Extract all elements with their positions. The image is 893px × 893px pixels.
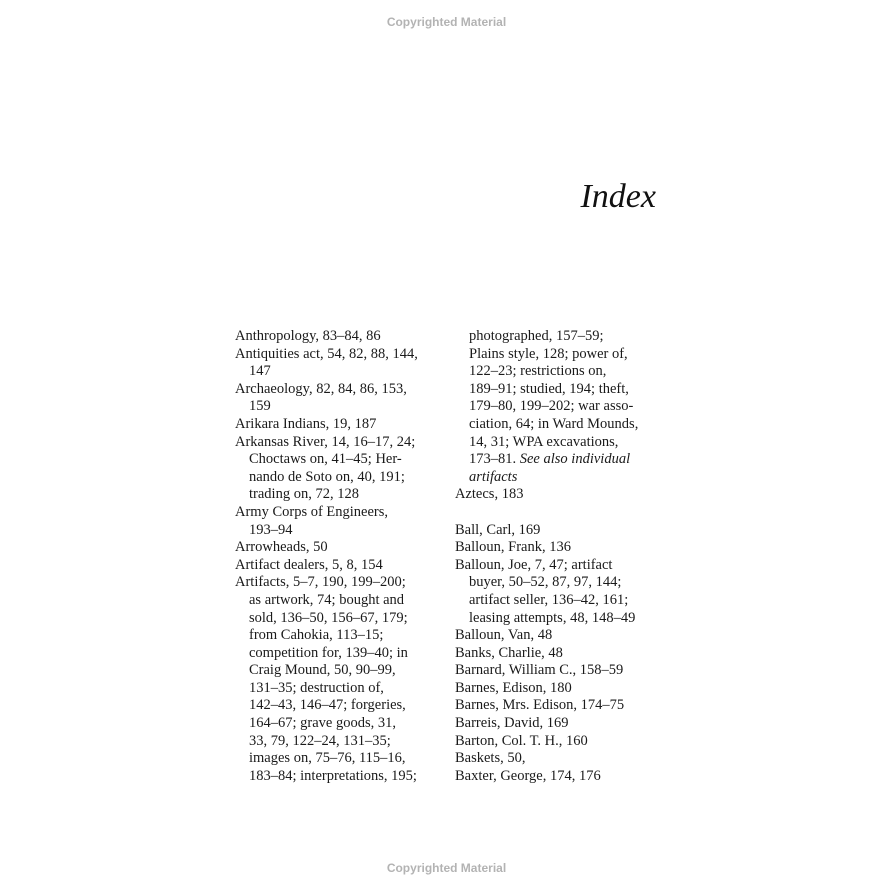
index-entry bbox=[455, 715, 670, 733]
index-entry-continuation-line: from Cahokia, 113–15; bbox=[249, 627, 384, 644]
index-entry bbox=[455, 662, 670, 680]
index-entry-heading: Artifacts, 5–7, 190, 199–200; bbox=[235, 574, 406, 591]
index-entry-continuation-line: 14, 31; WPA excavations, bbox=[469, 433, 619, 450]
index-entry bbox=[235, 328, 450, 346]
index-entry-heading: Barnes, Mrs. Edison, 174–75 bbox=[455, 697, 625, 714]
index-entry-continuation-line: images on, 75–76, 115–16, bbox=[249, 750, 406, 767]
index-entry-continuation-line: 147 bbox=[249, 363, 271, 380]
index-entry bbox=[455, 680, 670, 698]
index-entry-heading: Arrowheads, 50 bbox=[235, 539, 328, 556]
index-entry-continuation-line: 122–23; restrictions on, bbox=[469, 363, 607, 380]
index-entry-continuation-line: leasing attempts, 48, 148–49 bbox=[469, 609, 636, 626]
letter-group-gap bbox=[455, 504, 670, 522]
index-entry bbox=[455, 697, 670, 715]
index-entry-continuation-line: 131–35; destruction of, bbox=[249, 679, 384, 696]
index-entry-heading: Balloun, Frank, 136 bbox=[455, 539, 571, 556]
index-entry-heading: Arikara Indians, 19, 187 bbox=[235, 415, 377, 432]
index-entry-heading: Balloun, Joe, 7, 47; artifact bbox=[455, 556, 613, 573]
index-entry-continuation-line: photographed, 157–59; bbox=[469, 328, 604, 344]
see-also-reference: See also individual bbox=[519, 451, 631, 468]
index-entry-continuation-line: as artwork, 74; bought and bbox=[249, 591, 405, 608]
index-entry-heading: Barnard, William C., 158–59 bbox=[455, 662, 624, 679]
index-entry-continuation-line: trading on, 72, 128 bbox=[249, 486, 359, 503]
index-entry-heading: Banks, Charlie, 48 bbox=[455, 644, 563, 661]
index-entry bbox=[455, 522, 670, 540]
index-entry bbox=[235, 381, 450, 416]
index-entry-continuation-line: 159 bbox=[249, 398, 271, 415]
index-entry bbox=[235, 504, 450, 539]
index-entry-heading: Antiquities act, 54, 82, 88, 144, bbox=[235, 345, 418, 362]
index-entry-continuation-line: Plains style, 128; power of, bbox=[469, 345, 628, 362]
index-entry-continuation-line: sold, 136–50, 156–67, 179; bbox=[249, 609, 408, 626]
index-entry-heading: Arkansas River, 14, 16–17, 24; bbox=[235, 433, 416, 450]
index-column-right bbox=[455, 328, 670, 785]
index-entry bbox=[235, 346, 450, 381]
index-entry-heading: Artifact dealers, 5, 8, 154 bbox=[235, 556, 383, 573]
index-entry-continuation bbox=[455, 328, 670, 451]
index-entry-heading: Ball, Carl, 169 bbox=[455, 521, 541, 538]
index-entry-continuation-line: 142–43, 146–47; forgeries, bbox=[249, 697, 406, 714]
index-entry bbox=[455, 733, 670, 751]
index-entry-continuation-line: Craig Mound, 50, 90–99, bbox=[249, 662, 396, 679]
index-entry bbox=[235, 434, 450, 504]
index-entry bbox=[455, 557, 670, 627]
index-entry-text: 173–81. bbox=[469, 451, 520, 468]
index-entry bbox=[455, 768, 670, 786]
index-entry bbox=[455, 645, 670, 663]
index-entry-heading: Archaeology, 82, 84, 86, 153, bbox=[235, 380, 407, 397]
index-entry-continuation-line: 164–67; grave goods, 31, bbox=[249, 715, 396, 732]
index-entry bbox=[455, 627, 670, 645]
index-entry-continuation-line: 193–94 bbox=[249, 521, 293, 538]
index-entry-continuation-line: nando de Soto on, 40, 191; bbox=[249, 468, 405, 485]
index-entry-heading: Baxter, George, 174, 176 bbox=[455, 767, 601, 784]
index-entry-continuation-line: Choctaws on, 41–45; Her- bbox=[249, 451, 402, 468]
index-entry-continuation-line: 33, 79, 122–24, 131–35; bbox=[249, 732, 391, 749]
see-also-reference-end: artifacts bbox=[469, 468, 518, 485]
index-entry-continuation-line: 189–91; studied, 194; theft, bbox=[469, 380, 629, 397]
index-entry bbox=[235, 557, 450, 575]
index-entry bbox=[235, 574, 450, 785]
index-entry-continuation-line: 183–84; interpretations, 195; bbox=[249, 767, 417, 784]
index-entry-heading: Balloun, Van, 48 bbox=[455, 627, 553, 644]
index-entry-continuation-line: 179–80, 199–202; war asso- bbox=[469, 398, 634, 415]
index-entry-continuation-line bbox=[455, 451, 670, 469]
index-entry-continuation-line: buyer, 50–52, 87, 97, 144; bbox=[469, 574, 622, 591]
index-entry-heading: Barreis, David, 169 bbox=[455, 715, 569, 732]
watermark-top: Copyrighted Material bbox=[386, 15, 507, 29]
index-entry bbox=[455, 750, 670, 768]
index-entry-continuation-line: competition for, 139–40; in bbox=[249, 644, 408, 661]
index-entry bbox=[455, 539, 670, 557]
index-entry-heading: Barnes, Edison, 180 bbox=[455, 679, 572, 696]
page-title: Index bbox=[580, 178, 656, 215]
index-entry-heading: Baskets, 50, bbox=[455, 750, 526, 767]
index-entry bbox=[455, 486, 670, 504]
index-entry bbox=[235, 416, 450, 434]
index-entry-heading: Army Corps of Engineers, bbox=[235, 503, 389, 520]
index-entry-heading: Aztecs, 183 bbox=[455, 486, 524, 503]
index-entry-heading: Barton, Col. T. H., 160 bbox=[455, 732, 588, 749]
watermark-bottom: Copyrighted Material bbox=[386, 861, 507, 875]
index-entry-heading: Anthropology, 83–84, 86 bbox=[235, 328, 381, 344]
index-entry-continuation-line: ciation, 64; in Ward Mounds, bbox=[469, 415, 639, 432]
index-column-left bbox=[235, 328, 450, 785]
index-entry-continuation-line: artifact seller, 136–42, 161; bbox=[469, 591, 629, 608]
index-entry bbox=[235, 539, 450, 557]
